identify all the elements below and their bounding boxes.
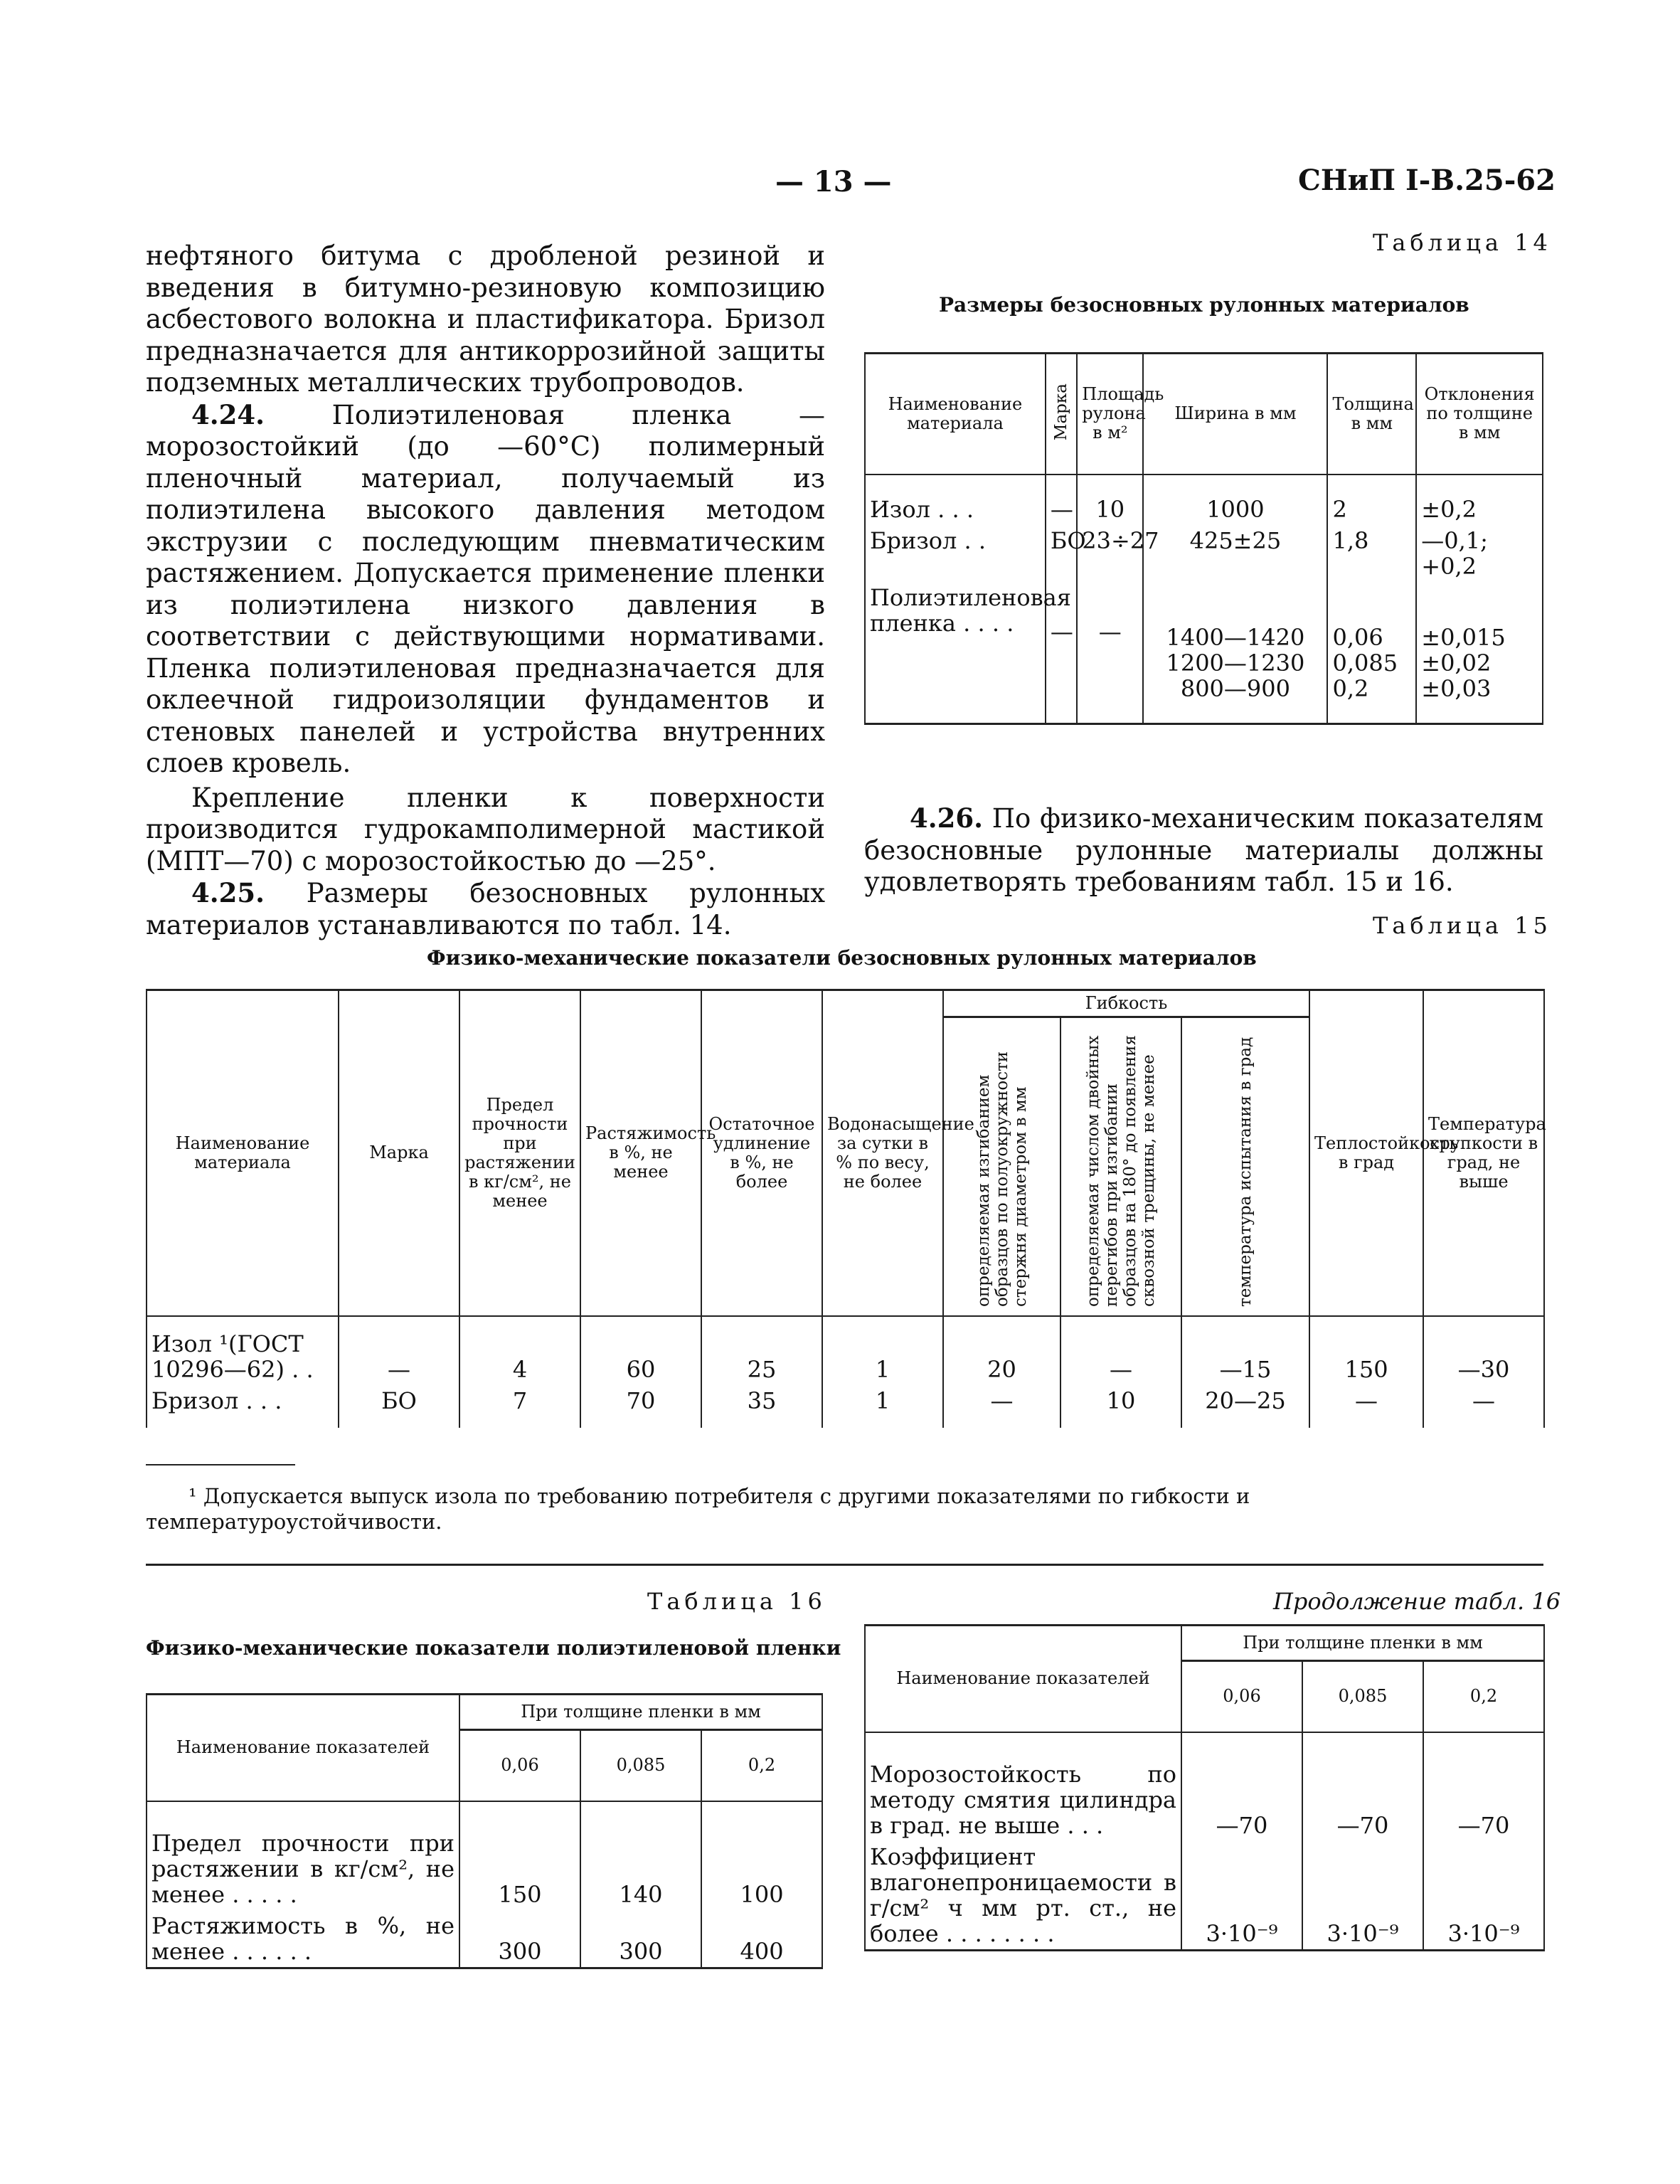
header-cell [1181,1017,1309,1316]
vertical-header-text: определяемая изгибанием образцов по полуокружности стержня диаметром в мм [974,1051,1030,1307]
table-cell: 70 [580,1385,701,1428]
clause-number: 4.24. [191,398,265,430]
header-cell: Остаточное удлинение в %, не более [701,990,822,1316]
header-cell: Наименование показателей [865,1626,1181,1732]
header-cell: При толщине пленки в мм [1181,1626,1544,1661]
paragraph: нефтяного битума с дробленой резиной и введения в битумно-резиновую композицию асбестового волокна и пластификатора. Бризол предназначается для антикоррозийной защиты подземных металлических трубопроводов. [146,240,825,398]
header-cell [943,1017,1060,1316]
table-15 [146,989,1545,1428]
table-cell: Изол . . . [865,475,1046,525]
table-cell: 140 [580,1801,701,1910]
table-cell: 1000 [1143,475,1327,525]
header-cell: Водонасыщение за сутки в % по весу, не более [822,990,943,1316]
table-cell: Предел прочности при растяжении в кг/см², не менее . . . . . [147,1801,459,1910]
table-cell: 300 [580,1910,701,1968]
table-cell: 7 [459,1385,580,1428]
table-cell: —70 [1423,1732,1544,1841]
table-15-label: Таблица 15 [1373,912,1552,939]
table-cell: 3·10⁻⁹ [1181,1841,1302,1951]
paragraph-4-25 [146,877,825,941]
table-16-title: Физико-механические показатели полиэтиленовой пленки [146,1636,841,1660]
table-cell: 0,06 0,085 0,2 [1327,582,1416,724]
header-cell: Температура хрупкости в град, не выше [1423,990,1544,1316]
document-code: СНиП I-В.25-62 [1298,164,1556,197]
table-row [865,525,1543,582]
table-row [865,1841,1544,1951]
table-cell: 25 [701,1316,822,1385]
table-cell: 400 [701,1910,822,1968]
table-14-title: Размеры безосновных рулонных материалов [939,293,1469,317]
header-cell: Площадь рулона в м² [1077,354,1143,475]
table-cell: 10 [1060,1385,1181,1428]
table-cell: 60 [580,1316,701,1385]
table-16 [146,1693,823,1969]
table-14 [864,352,1543,725]
table-cell: 20—25 [1181,1385,1309,1428]
clause-text: Полиэтиленовая пленка — морозостойкий (до —60°С) полимерный пленочный материал, получаемый из полиэтилена высокого давления методом экструзии с последующим пневматическим растяжением. Допускается применение пленки из полиэтилена низкого давления в соответствии с действующими нормативами. Пленка полиэтиленовая предназначается для оклеечной гидроизоляции фундаментов и стеновых панелей и устройства внутренних слоев кровель. [146,399,825,778]
left-column [146,240,825,941]
table-cell: 1,8 [1327,525,1416,582]
table-row [865,1732,1544,1841]
table-cell: —0,1; +0,2 [1416,525,1543,582]
table-cell: 3·10⁻⁹ [1423,1841,1544,1951]
clause-text: По физико-механическим показателям безосновные рулонные материалы должны удовлетворять требованиям табл. 15 и 16. [864,803,1544,897]
header-cell: Ширина в мм [1143,354,1327,475]
table-cell: 20 [943,1316,1060,1385]
table-cell: Растяжимость в %, не менее . . . . . . [147,1910,459,1968]
header-cell: Наименование материала [865,354,1046,475]
paragraph: Крепление пленки к поверхности производится гудрокамполимерной мастикой (МПТ—70) с морозостойкостью до —25°. [146,782,825,876]
table-row [147,1910,822,1968]
table-cell: 1 [822,1316,943,1385]
table-row [147,1801,822,1910]
header-cell: При толщине пленки в мм [459,1695,822,1730]
vertical-header-text: Марка [1052,383,1071,440]
paragraph-4-26 [864,802,1543,898]
header-cell: 0,06 [1181,1661,1302,1732]
header-cell: Толщина в мм [1327,354,1416,475]
header-cell [1060,1017,1181,1316]
table-cell: Изол ¹(ГОСТ 10296—62) . . [147,1316,339,1385]
table-cell: 150 [1309,1316,1423,1385]
table-cell: — [943,1385,1060,1428]
table-cell: — [339,1316,459,1385]
table-cell: — [1077,582,1143,724]
table-cell: Морозостойкость по методу смятия цилиндра в град. не выше . . . [865,1732,1181,1841]
clause-number: 4.26. [910,802,983,834]
table-cell: 1 [822,1385,943,1428]
header-cell: 0,06 [459,1730,580,1801]
header-cell [1046,354,1077,475]
page-number: — 13 — [775,165,892,198]
table-cell: 2 [1327,475,1416,525]
header-cell: 0,085 [580,1730,701,1801]
footnote: ¹ Допускается выпуск изола по требованию потребителя с другими показателями по гибкости и температуроустойчивости. [146,1484,1250,1534]
right-column [864,802,1543,898]
table-15-bottom-rule [146,1564,1543,1566]
table-cell: — [1046,582,1077,724]
table-cell: — [1046,475,1077,525]
table-cell: —70 [1181,1732,1302,1841]
table-row [865,582,1543,724]
table-cell: 100 [701,1801,822,1910]
header-cell: Отклонения по толщине в мм [1416,354,1543,475]
header-cell: Наименование показателей [147,1695,459,1801]
clause-number: 4.25. [191,877,265,908]
header-cell: Наименование материала [147,990,339,1316]
table-cell: — [1060,1316,1181,1385]
table-cell: — [1309,1385,1423,1428]
vertical-header-text: определяемая числом двойных перегибов при изгибании образцов на 180° до появления сквозной трещины, не менее [1084,1034,1158,1307]
table-cell: Бризол . . [865,525,1046,582]
table-15-title: Физико-механические показатели безосновных рулонных материалов [427,946,1257,970]
footnote-rule [146,1464,295,1465]
table-cell: Коэффициент влагонепроницаемости в г/см² ч мм рт. ст., не более . . . . . . . . [865,1841,1181,1951]
table-cell: 425±25 [1143,525,1327,582]
header-cell: 0,085 [1302,1661,1423,1732]
table-row [147,1385,1544,1428]
table-cell: Бризол . . . [147,1385,339,1428]
table-cell: БО [1046,525,1077,582]
paragraph-4-24 [146,399,825,780]
table-cell: 1400—1420 1200—1230 800—900 [1143,582,1327,724]
table-cell: 300 [459,1910,580,1968]
header-cell: Теплостойкость в град [1309,990,1423,1316]
table-cell: 3·10⁻⁹ [1302,1841,1423,1951]
header-cell: Марка [339,990,459,1316]
table-14-label: Таблица 14 [1373,229,1552,256]
table-16-continued [864,1624,1545,1951]
table-cell: ±0,2 [1416,475,1543,525]
table-cell: ±0,015 ±0,02 ±0,03 [1416,582,1543,724]
table-16-label: Таблица 16 [647,1588,826,1615]
clause-text: Размеры безосновных рулонных материалов устанавливаются по табл. 14. [146,878,825,940]
table-cell: БО [339,1385,459,1428]
header-cell: Гибкость [943,990,1309,1017]
header-cell: Предел прочности при растяжении в кг/см², не менее [459,990,580,1316]
table-cell: Полиэтиленовая пленка . . . . [865,582,1046,724]
table-cell: 150 [459,1801,580,1910]
table-cell: 4 [459,1316,580,1385]
table-cell: 35 [701,1385,822,1428]
table-row [865,475,1543,525]
table-cell: 23÷27 [1077,525,1143,582]
table-cell: 10 [1077,475,1143,525]
table-cell: —70 [1302,1732,1423,1841]
table-cell: —15 [1181,1316,1309,1385]
table-16-continued-label: Продолжение табл. 16 [1273,1588,1561,1615]
table-row [147,1316,1544,1385]
header-cell: 0,2 [701,1730,822,1801]
header-cell: Растяжимость в %, не менее [580,990,701,1316]
vertical-header-text: температура испытания в град [1236,1037,1255,1307]
table-cell: —30 [1423,1316,1544,1385]
header-cell: 0,2 [1423,1661,1544,1732]
table-cell: — [1423,1385,1544,1428]
